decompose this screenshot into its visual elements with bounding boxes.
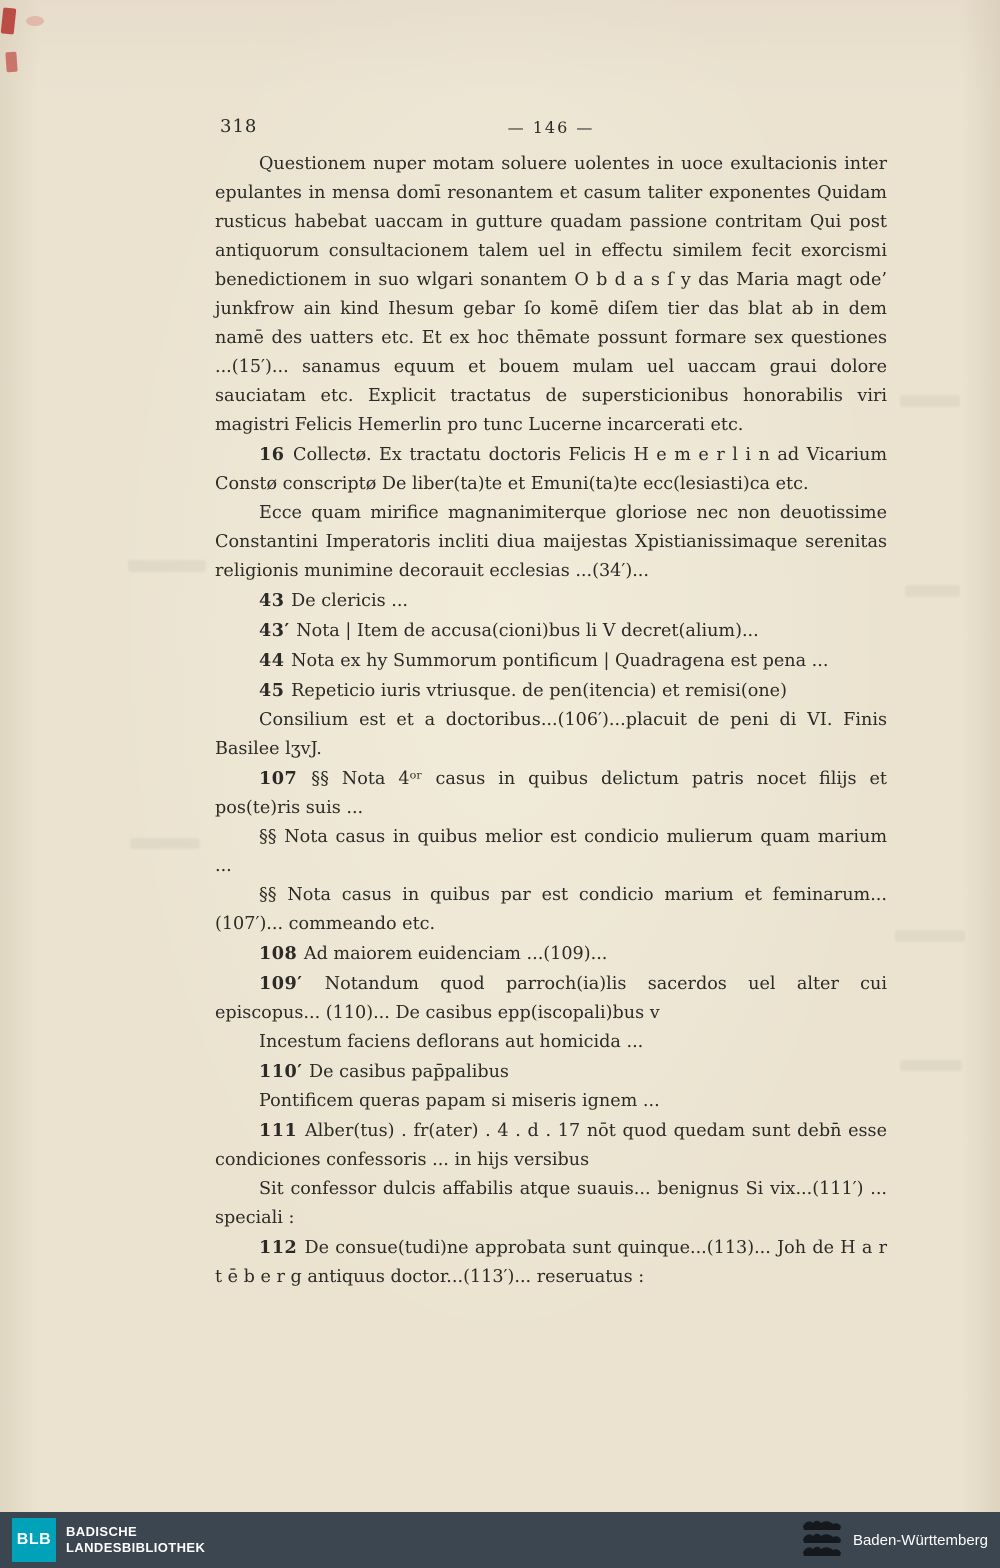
entry-number: 112 [259,1237,305,1258]
page-text-block [215,150,887,1292]
red-mark-artifact [5,52,17,73]
text-paragraph: 16 Collectø. Ex tractatu doctoris Felicis H e m e r l i n ad Vicarium Constø conscriptø De liber(ta)te et Emuni(ta)te ecc(lesiasti)ca etc. [215,444,887,494]
library-name [66,1524,205,1556]
text-paragraph: 112 De consue(tudi)ne approbata sunt quinque...(113)... Joh de H a r t ē b e r g antiquus doctor...(113′)... reseruatus : [215,1237,887,1287]
red-mark-artifact [1,7,17,34]
viewer-footer-bar [0,1512,1000,1568]
entry-number: 107 [259,768,312,789]
library-name-line2: LANDESBIBLIOTHEK [66,1540,206,1555]
bleed-through-artifact [130,838,200,849]
region-brand [799,1518,988,1562]
entry-number: 111 [259,1120,305,1141]
entry-number: 110′ [259,1061,309,1082]
entry-number: 43′ [259,620,297,641]
entry-number: 108 [259,943,304,964]
folio-number: — 146 — [507,118,595,137]
text-paragraph: 44 Nota ex hy Summorum pontificum | Quadragena est pena ... [259,650,829,671]
text-paragraph: Ecce quam mirifice magnanimiterque gloriose nec non deuotissime Constantini Imperatoris incliti diua maijestas Xpistianissimaque serenitas religionis munimine decorauit ecclesias ...(34′)... [215,503,887,581]
text-paragraph: 109′ Notandum quod parroch(ia)lis sacerdos uel alter cui episcopus... (110)... De casibus epp(iscopali)bus v [215,973,887,1023]
bleed-through-artifact [128,560,206,572]
text-paragraph: Sit confessor dulcis affabilis atque suauis... benignus Si vix...(111′) ... speciali : [215,1179,887,1228]
page-number: 318 [220,116,258,137]
text-paragraph: Questionem nuper motam soluere uolentes in uoce exultacionis inter epulantes in mensa domī resonantem et casum taliter exponentes Quidam rusticus habebat uaccam in gutture quadam passione contritam Qui post antiquorum consultacionem talem uel in effectu similem fecit exorcismi benedictionem in suo wlgari sonantem O b d a s ſ y das Maria magt ode’ junkfrow ain kind Ihesum gebar ſo komē diſem tier das blat ab in dem namē des uatters etc. Et ex hoc thēmate possunt formare sex questiones ...(15′)... sanamus equum et bouem mulam uel uaccam graui dolore sauciatam etc. Explicit tractatus de supersticionibus honorabilis viri magistri Felicis Hemerlin pro tunc Lucerne incarcerati etc. [215,154,887,435]
text-paragraph: 110′ De casibus pap̄palibus [259,1061,509,1082]
text-paragraph: 43 De clericis ... [259,590,409,611]
region-label: Baden-Württemberg [852,1531,988,1549]
entry-number: 16 [259,444,294,465]
library-brand [12,1518,205,1562]
text-paragraph: Pontificem queras papam si miseris ignem ... [259,1091,660,1111]
entry-number: 44 [259,650,292,671]
bleed-through-artifact [900,395,960,407]
entry-number: 109′ [259,973,325,994]
page-header [215,116,887,144]
bleed-through-artifact [900,1060,962,1071]
text-paragraph: 43′ Nota | Item de accusa(cioni)bus li V decret(alium)... [259,620,759,641]
text-paragraph: §§ Nota casus in quibus melior est condicio mulierum quam marium ... [215,827,887,876]
bleed-through-artifact [895,930,965,942]
text-paragraph: 108 Ad maiorem euidenciam ...(109)... [259,943,608,964]
entry-number: 43 [259,590,292,611]
entry-number: 45 [259,680,292,701]
library-name-line1: BADISCHE [66,1524,138,1539]
text-paragraph: 107 §§ Nota 4ᵒʳ casus in quibus delictum patris nocet filijs et pos(te)ris suis ... [215,768,887,818]
text-paragraph: Consilium est et a doctoribus...(106′)...placuit de peni di VI. Finis Basilee lʒvJ. [215,710,887,759]
pink-smudge-artifact [26,16,44,26]
text-paragraph: §§ Nota casus in quibus par est condicio marium et feminarum... (107′)... commeando etc. [215,885,887,934]
text-paragraph: Incestum faciens deflorans aut homicida ... [259,1032,644,1052]
bleed-through-artifact [905,585,960,597]
text-paragraph: 45 Repeticio iuris vtriusque. de pen(itencia) et remisi(one) [259,680,787,701]
blb-logo[interactable]: BLB [12,1518,56,1562]
coat-of-arms-icon [799,1518,845,1562]
text-paragraph: 111 Alber(tus) . fr(ater) . 4 . d . 17 nōt quod quedam sunt debn̄ esse condiciones confessoris ... in hijs versibus [215,1120,887,1170]
